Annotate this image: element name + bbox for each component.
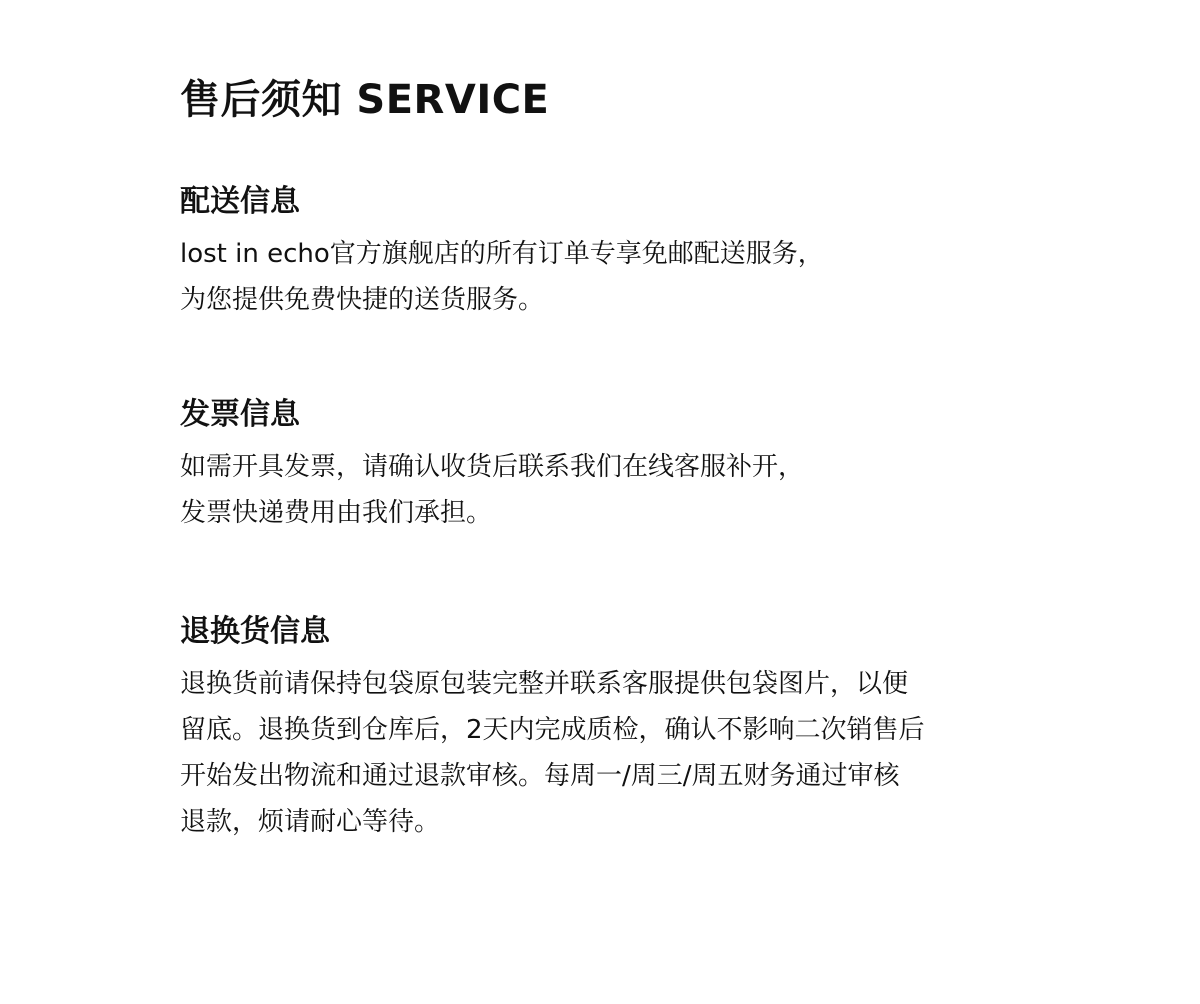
- delivery-info-section: [180, 182, 1040, 323]
- section-text: [180, 231, 1040, 323]
- section-heading: 退换货信息: [180, 614, 330, 649]
- text-line: 如需开具发票，请确认收货后联系我们在线客服补开，: [180, 452, 805, 482]
- section-heading: 配送信息: [180, 184, 300, 219]
- section-text: [180, 444, 1040, 536]
- text-line: 退款，烦请耐心等待。: [180, 807, 441, 837]
- text-line: lost in echo官方旗舰店的所有订单专享免邮配送服务，: [180, 239, 824, 269]
- text-line: 开始发出物流和通过退款审核。每周一/周三/周五财务通过审核: [180, 761, 900, 791]
- section-heading: 发票信息: [180, 397, 300, 432]
- text-line: 退换货前请保持包袋原包装完整并联系客服提供包袋图片，以便: [180, 669, 909, 699]
- return-exchange-info-section: [180, 612, 1040, 845]
- invoice-info-section: [180, 395, 1040, 536]
- text-line: 留底。退换货到仓库后，2天内完成质检，确认不影响二次销售后: [180, 715, 925, 745]
- text-line: 为您提供免费快捷的送货服务。: [180, 285, 545, 315]
- page-title: 售后须知 SERVICE: [180, 77, 550, 123]
- section-text: [180, 661, 1040, 845]
- text-line: 发票快递费用由我们承担。: [180, 498, 493, 528]
